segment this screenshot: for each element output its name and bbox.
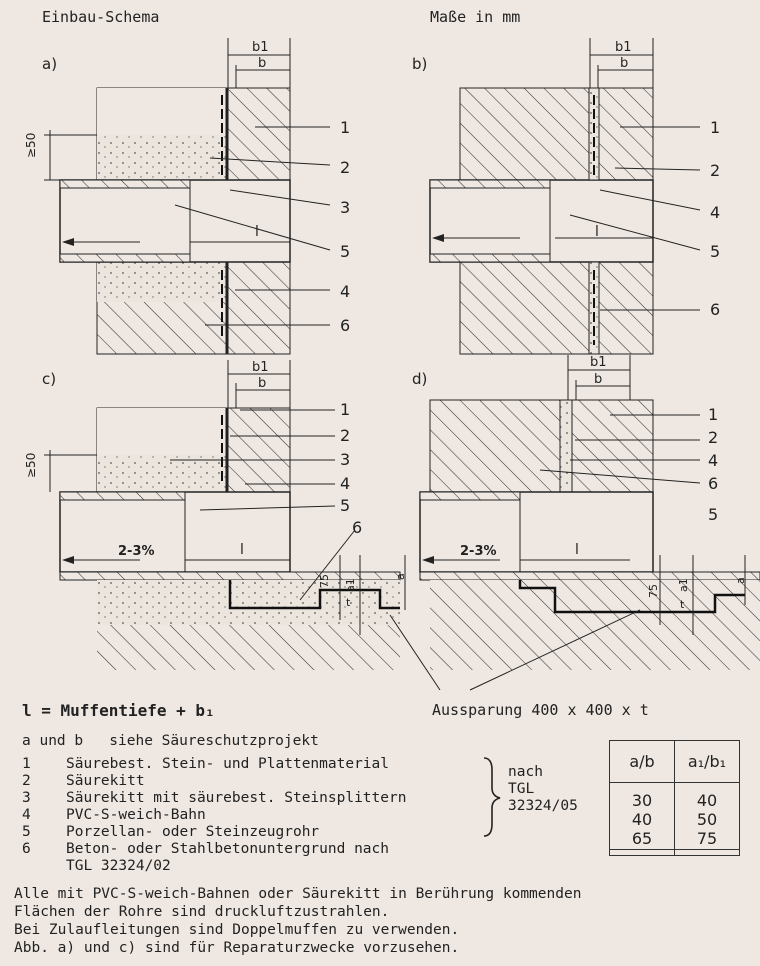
panel-c-num-6: 6 <box>352 518 363 537</box>
panel-b-num-2: 2 <box>710 161 721 180</box>
panel-c-num-3: 3 <box>340 450 351 469</box>
panel-b-l: l <box>595 224 599 240</box>
footer-line: Flächen der Rohre sind druckluftzustrahlen. <box>14 904 390 920</box>
panel-a-num-4: 4 <box>340 282 351 301</box>
panel-d-l: l <box>575 542 579 558</box>
panel-c-a1: a1 <box>344 578 357 592</box>
panel-a-b1: b1 <box>252 40 269 55</box>
panel-c-num-4: 4 <box>340 474 351 493</box>
panel-c-num-1: 1 <box>340 400 351 419</box>
panel-b-b1: b1 <box>615 40 632 55</box>
panel-a-num-6: 6 <box>340 316 351 335</box>
ab-note: a und b siehe Säureschutzprojekt <box>22 733 319 749</box>
panel-c-a: a <box>394 573 407 580</box>
panel-b-label: b) <box>412 55 428 73</box>
panel-b-num-5: 5 <box>710 242 721 261</box>
footer-notes <box>14 885 581 957</box>
panel-a-l: l <box>255 224 259 240</box>
panel-c-b1: b1 <box>252 360 269 375</box>
formula: l = Muffentiefe + b₁ <box>22 701 215 720</box>
panel-b-num-4: 4 <box>710 203 721 222</box>
legend-row: 4 PVC-S-weich-Bahn <box>22 807 206 823</box>
footer-line: Bei Zulaufleitungen sind Doppelmuffen zu verwenden. <box>14 922 460 938</box>
table-header: a/b <box>610 741 675 783</box>
panel-c-num-2: 2 <box>340 426 351 445</box>
panel-a-label: a) <box>42 55 58 73</box>
panel-d-num-2: 2 <box>708 428 719 447</box>
legend-row: 3 Säurekitt mit säurebest. Steinsplittern <box>22 790 407 806</box>
panel-d-a1: a1 <box>677 578 690 592</box>
panel-b-num-6: 6 <box>710 300 721 319</box>
panel-d-num-5: 5 <box>708 505 719 524</box>
units-label: Maße in mm <box>430 8 521 26</box>
legend-row: 5 Porzellan- oder Steinzeugrohr <box>22 824 320 840</box>
panel-d-label: d) <box>412 370 428 388</box>
panel-c-l: l <box>240 542 244 558</box>
table-cell: 40 50 75 <box>675 783 740 850</box>
panel-d-slope: 2-3% <box>460 544 497 559</box>
panel-c-dim: ≥50 <box>24 452 38 478</box>
panel-c-slope: 2-3% <box>118 544 155 559</box>
diagram-title: Einbau-Schema <box>42 8 160 26</box>
panel-b-num-1: 1 <box>710 118 721 137</box>
table-cell: 30 40 65 <box>610 783 675 850</box>
nach-tgl: nach TGL 32324/05 <box>508 764 578 814</box>
footer-line: Alle mit PVC-S-weich-Bahnen oder Säurekitt in Berührung kommenden <box>14 886 582 902</box>
panel-d-num-6: 6 <box>708 474 719 493</box>
panel-b-b: b <box>620 56 629 71</box>
panel-d-num-4: 4 <box>708 451 719 470</box>
panel-d-b1: b1 <box>590 355 607 370</box>
footer-line: Abb. a) und c) sind für Reparaturzwecke vorzusehen. <box>14 940 460 956</box>
panel-a-num-5: 5 <box>340 242 351 261</box>
panel-d-a: a <box>734 577 747 584</box>
panel-a-num-1: 1 <box>340 118 351 137</box>
table-header: a₁/b₁ <box>675 741 740 783</box>
panel-a-dim: ≥50 <box>24 132 38 158</box>
panel-d-dim75: 75 <box>647 584 660 598</box>
legend-row: 2 Säurekitt <box>22 773 145 789</box>
panel-a-num-2: 2 <box>340 158 351 177</box>
panel-d-t: t <box>680 598 685 611</box>
panel-c-label: c) <box>42 370 57 388</box>
legend-row: TGL 32324/02 <box>66 858 171 874</box>
panel-d-num-1: 1 <box>708 405 719 424</box>
panel-c-b: b <box>258 376 267 391</box>
legend-row: 1 Säurebest. Stein- und Plattenmaterial <box>22 756 390 772</box>
panel-a-b: b <box>258 56 267 71</box>
panel-c-t: t <box>346 596 351 609</box>
panel-a-num-3: 3 <box>340 198 351 217</box>
panel-c-dim75: 75 <box>318 574 331 588</box>
aussparung-label: Aussparung 400 x 400 x t <box>432 701 649 719</box>
legend-row: 6 Beton- oder Stahlbetonuntergrund nach <box>22 841 390 857</box>
panel-c-num-5: 5 <box>340 496 351 515</box>
panel-d-b: b <box>594 372 603 387</box>
dimension-table <box>609 740 740 856</box>
